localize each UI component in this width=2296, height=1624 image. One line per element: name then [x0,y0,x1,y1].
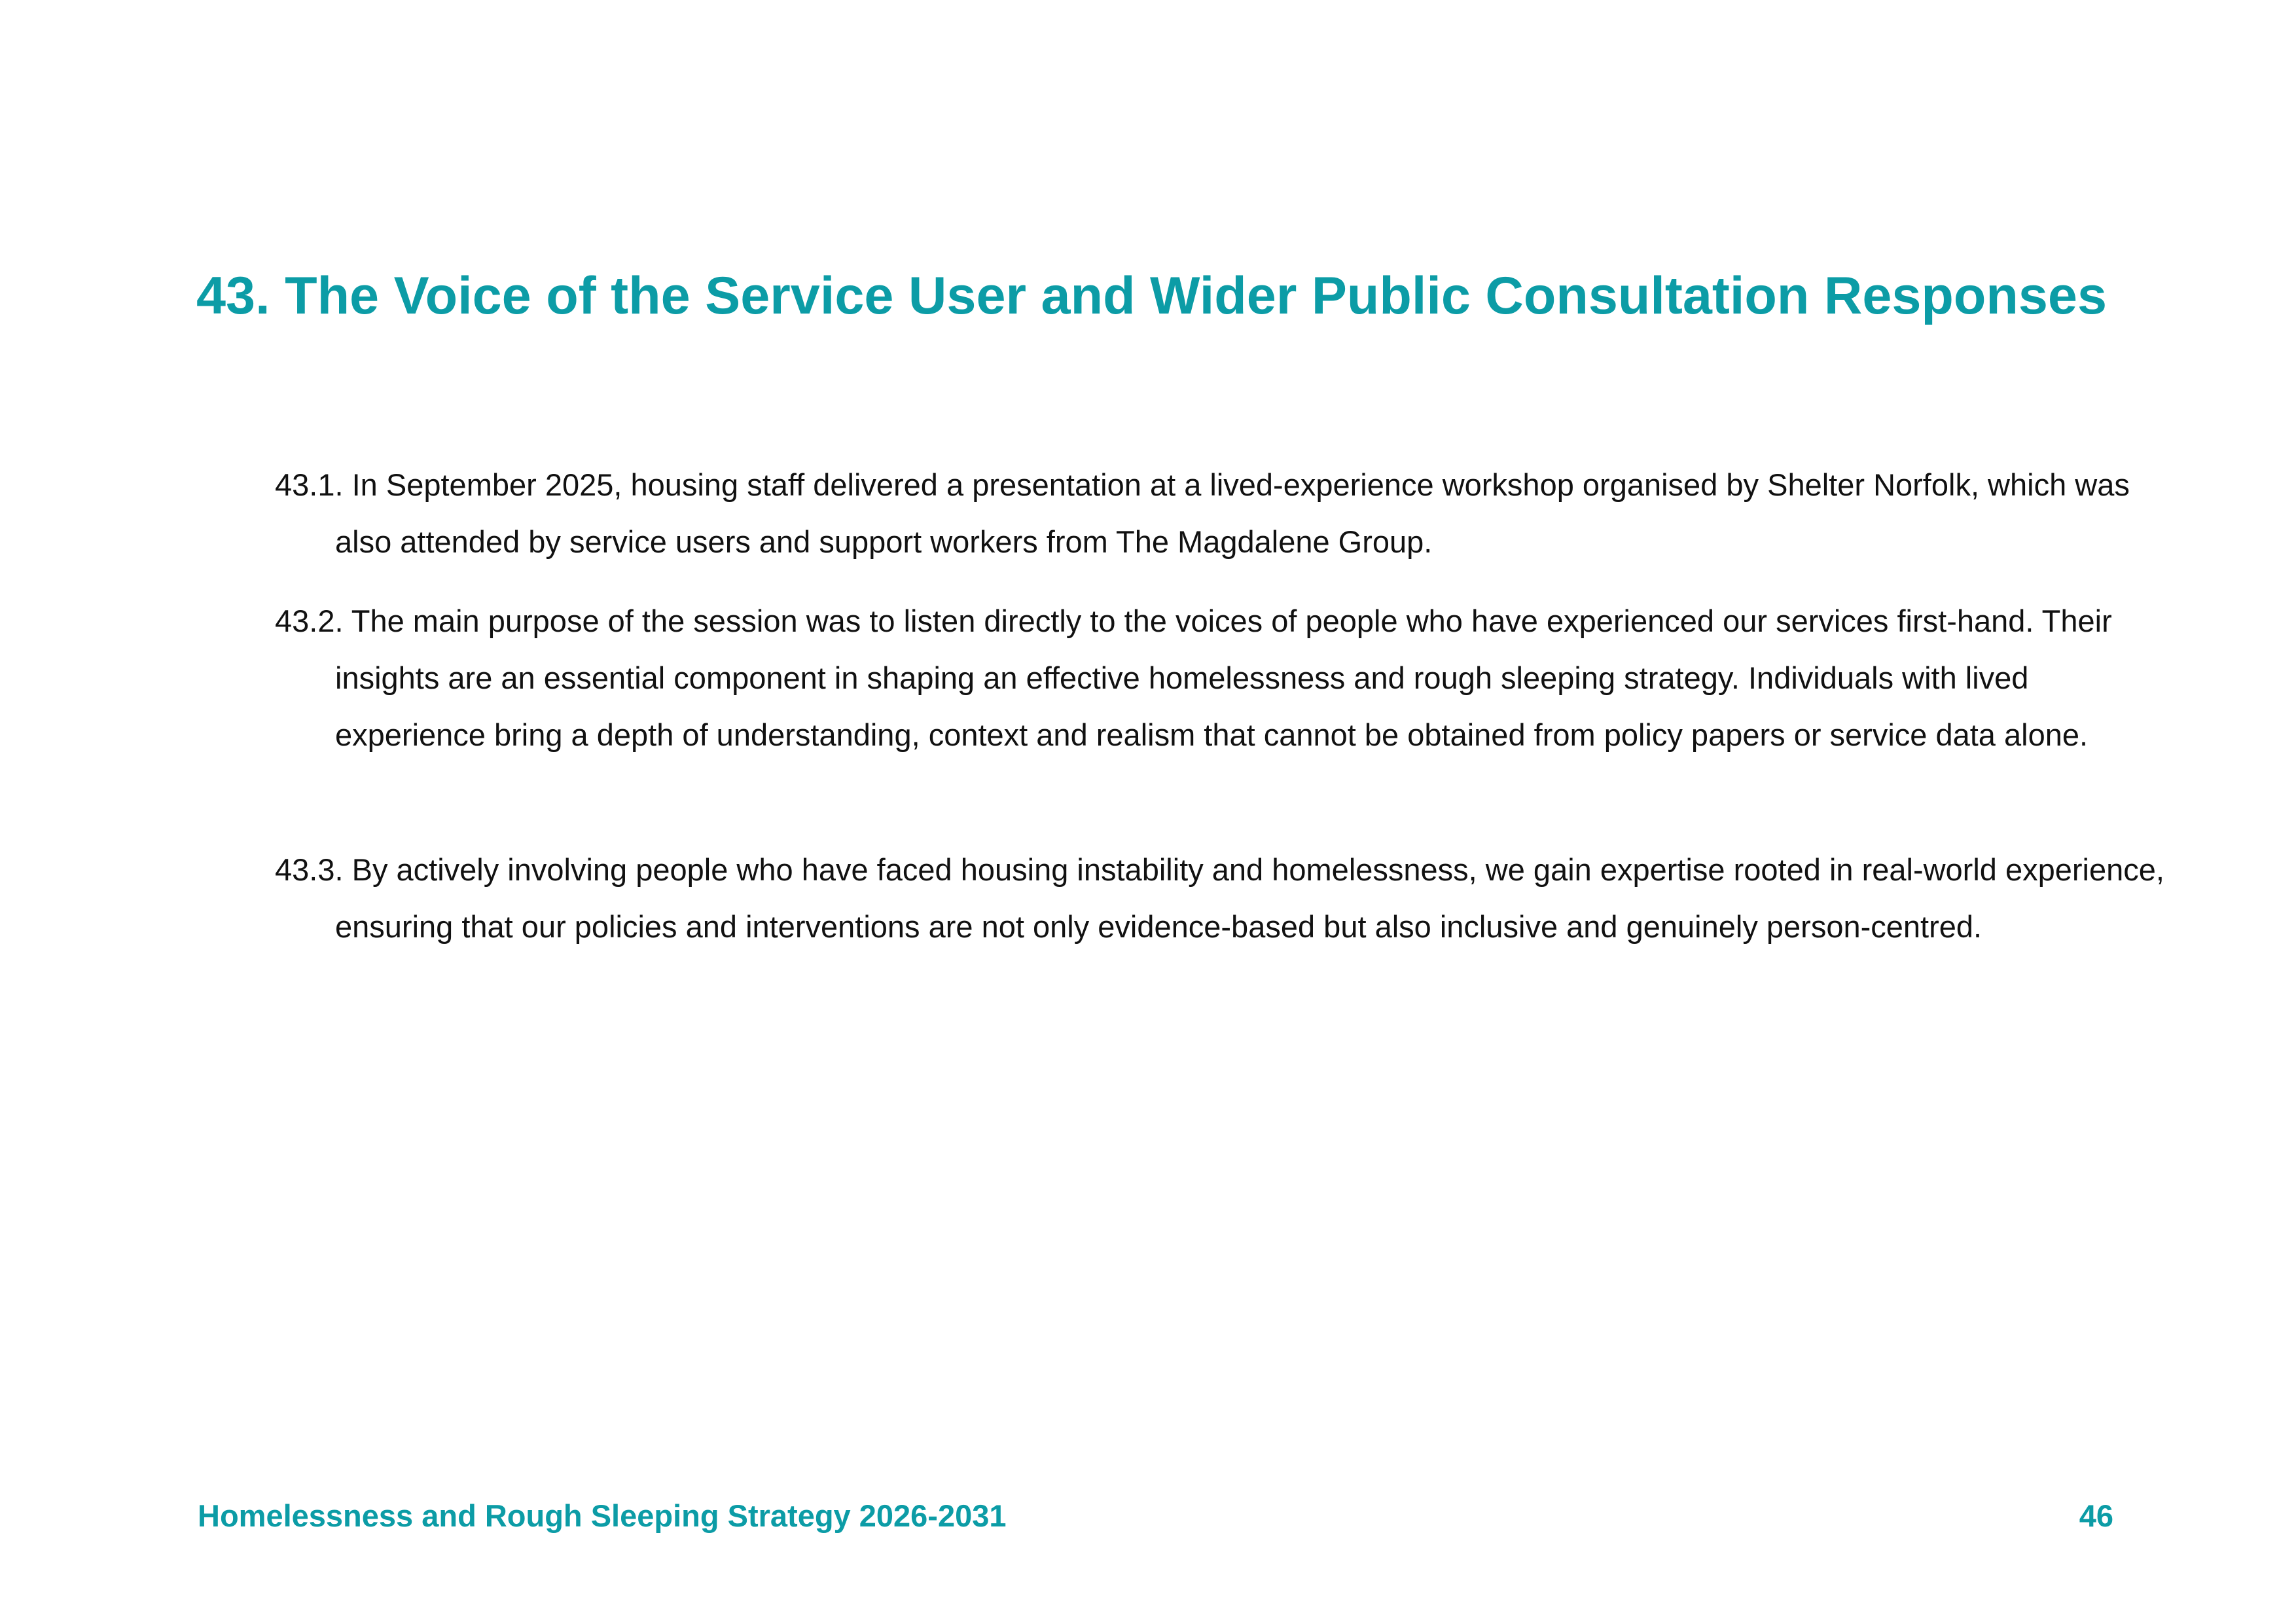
paragraph-43-2 [275,592,2181,763]
paragraph-number: 43.1. [275,467,344,502]
footer-document-title: Homelessness and Rough Sleeping Strategy 2026-2031 [198,1498,1007,1533]
paragraph-43-3 [275,841,2181,955]
paragraph-number: 43.3. [275,852,344,887]
paragraph-text: By actively involving people who have faced housing instability and homelessness, we gain expertise rooted in real-world experience, ensuring that our policies and interventions are not only evidence-based but also inclusive and genuinely person-centred. [335,852,2164,944]
section-heading: 43. The Voice of the Service User and Wider Public Consultation Responses [196,266,2108,325]
paragraph-43-1 [275,456,2181,570]
paragraph-text: In September 2025, housing staff delivered a presentation at a lived-experience workshop organised by Shelter Norfolk, which was also attended by service users and support workers from The Magdalene Group. [335,467,2130,559]
paragraph-text: The main purpose of the session was to listen directly to the voices of people who have experienced our services first-hand. Their insights are an essential component in shaping an effective homelessness and rough sleeping strategy. Individuals with lived experience bring a depth of understanding, context and realism that cannot be obtained from policy papers or service data alone. [335,604,2112,752]
footer-page-number: 46 [2079,1498,2113,1533]
paragraph-number: 43.2. [275,604,344,638]
